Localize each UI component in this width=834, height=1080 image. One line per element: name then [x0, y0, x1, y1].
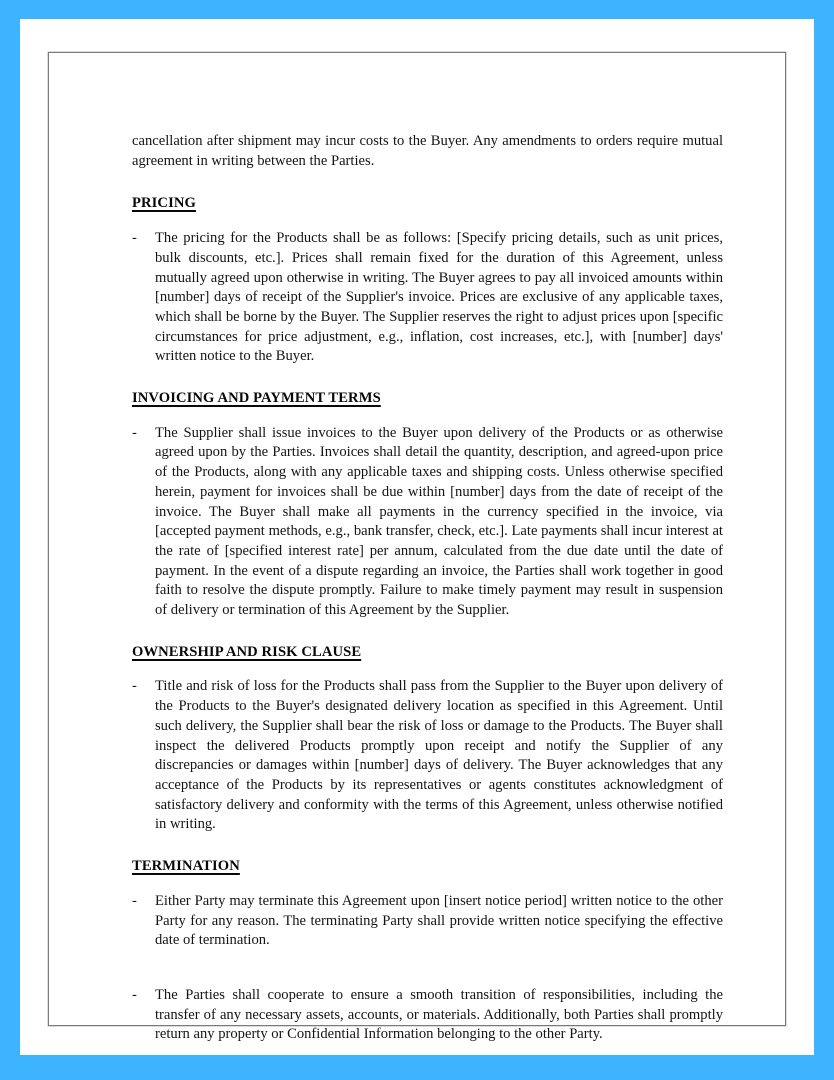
list-item-text: The Parties shall cooperate to ensure a smooth transition of responsibilities, including the transfer of any necessary assets, accounts, or materials. Additionally, both Parties shall promptly return any property or Confidential Information belonging to the other Party. — [155, 986, 723, 1043]
section-invoicing-and-payment-terms — [132, 389, 723, 621]
document-page-sheet — [20, 19, 814, 1055]
document-text-column — [132, 132, 723, 1045]
bullet-dash-icon: - — [132, 230, 137, 247]
list-item — [132, 892, 723, 951]
page-content-border — [48, 52, 786, 1043]
section-heading-invoicing-and-payment-terms: INVOICING AND PAYMENT TERMS — [132, 390, 381, 407]
bullet-dash-icon: - — [132, 892, 137, 909]
list-item — [132, 229, 723, 367]
bullet-dash-icon: - — [132, 424, 137, 441]
list-item — [132, 424, 723, 621]
bullet-dash-icon: - — [132, 986, 137, 1003]
section-pricing — [132, 194, 723, 367]
list-item-text: Title and risk of loss for the Products shall pass from the Supplier to the Buyer upon delivery of the Products to the Buyer's designated delivery location as specified in this Agreement. Until such delivery, the Supplier shall bear the risk of loss or damage to the Products. The Buyer shall inspect the delivered Products promptly upon receipt and notify the Supplier of any discrepancies or damages within [number] days of delivery. The Buyer acknowledges that any acceptance of the Products by its representatives or agents constitutes acknowledgment of satisfactory delivery and conformity with the terms of this Agreement, unless otherwise notified in writing. — [155, 678, 723, 833]
section-heading-termination: TERMINATION — [132, 858, 240, 875]
list-item-text: The pricing for the Products shall be as follows: [Specify pricing details, such as unit prices, bulk discounts, etc.]. Prices shall remain fixed for the duration of this Agreement, unless mutually agreed upon otherwise in writing. The Buyer agrees to pay all invoiced amounts within [number] days of receipt of the Supplier's invoice. Prices are exclusive of any applicable taxes, which shall be borne by the Buyer. The Supplier reserves the right to adjust prices upon [specific circumstances for price adjustment, e.g., inflation, cost increases, etc.], with [number] days' written notice to the Buyer. — [155, 230, 723, 365]
list-item-text: The Supplier shall issue invoices to the Buyer upon delivery of the Products or as otherwise agreed upon by the Parties. Invoices shall detail the quantity, description, and agreed-upon price of the Products, along with any applicable taxes and shipping costs. Unless otherwise specified herein, payment for invoices shall be due within [number] days from the date of receipt of the invoice. The Buyer shall make all payments in the currency specified in the invoice, via [accepted payment methods, e.g., bank transfer, check, etc.]. Late payments shall incur interest at the rate of [specified interest rate] per annum, calculated from the due date until the date of payment. In the event of a dispute regarding an invoice, the Parties shall work together in good faith to resolve the dispute promptly. Failure to make timely payment may result in suspension of delivery or termination of this Agreement by the Supplier. — [155, 424, 723, 619]
section-heading-ownership-and-risk-clause: OWNERSHIP AND RISK CLAUSE — [132, 643, 362, 660]
section-heading-pricing: PRICING — [132, 195, 196, 212]
list-item — [132, 677, 723, 835]
section-ownership-and-risk-clause — [132, 643, 723, 835]
list-item — [132, 986, 723, 1045]
bullet-dash-icon: - — [132, 678, 137, 695]
lead-paragraph: cancellation after shipment may incur costs to the Buyer. Any amendments to orders require mutual agreement in writing between the Parties. — [132, 133, 723, 169]
section-termination — [132, 857, 723, 1045]
list-item-text: Either Party may terminate this Agreement upon [insert notice period] written notice to the other Party for any reason. The terminating Party shall provide written notice specifying the effective date of termination. — [155, 892, 723, 949]
